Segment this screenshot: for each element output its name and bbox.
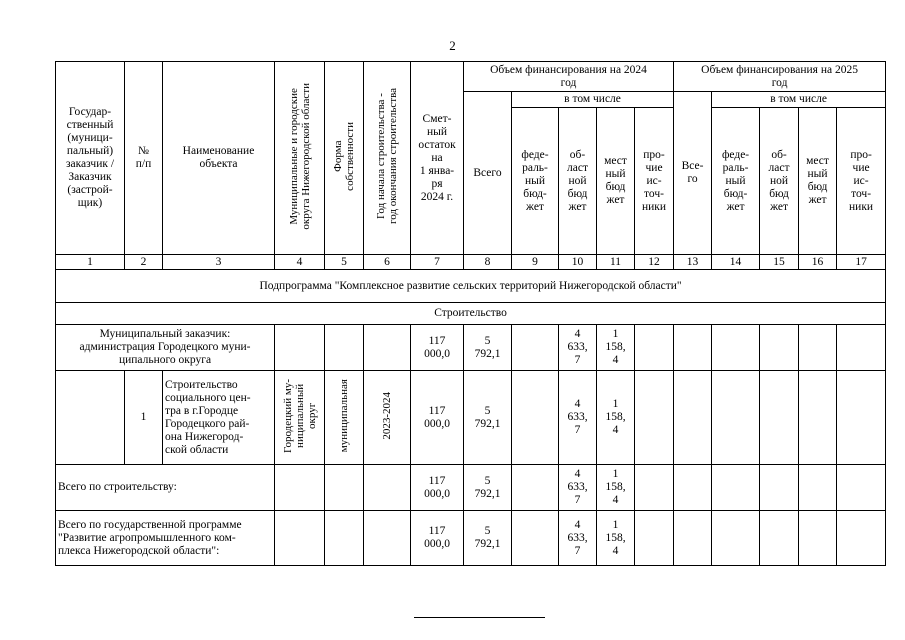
column-number: 17 [837,255,886,270]
local-2024-value: 1 158, 4 [597,371,635,465]
object-municipality-cell [275,371,325,465]
header-funding-2025: Объем финансирования на 2025 год [674,62,886,92]
header-ownership-cell [325,62,364,255]
subprogram-title: Подпрограмма "Комплексное развитие сельских территорий Нижегородской области" [56,270,886,303]
header-remaining: Смет- ный остаток на 1 янва- ря 2024 г. [411,62,464,255]
column-number: 14 [712,255,760,270]
header-federal-2025: феде- раль- ный бюд- жет [712,108,760,255]
header-including-2024: в том числе [512,92,674,108]
object-ownership: муниципальная [338,378,350,453]
column-number: 1 [56,255,125,270]
header-years: Год начала строительства - год окончания строительства [375,88,399,224]
header-municipality-cell [275,62,325,255]
header-regional-2024: об- ласт ной бюд жет [559,108,597,255]
header-total-2024: Всего [464,92,512,255]
header-funding-2024: Объем финансирования на 2024 год [464,62,674,92]
header-object-name: Наименование объекта [163,62,275,255]
header-years-cell [364,62,411,255]
total-2024-value: 5 792,1 [464,511,512,566]
object-ownership-cell [325,371,364,465]
local-2024-value: 1 158, 4 [597,325,635,371]
column-number: 11 [597,255,635,270]
column-number: 3 [163,255,275,270]
remaining-value: 117 000,0 [411,511,464,566]
header-ownership: Форма собственности [332,121,356,191]
total-construction-label: Всего по строительству: [56,465,275,511]
municipal-customer-row [56,325,886,371]
total-program-row [56,511,886,566]
total-construction-row [56,465,886,511]
header-federal-2024: феде- раль- ный бюд- жет [512,108,559,255]
total-2024-value: 5 792,1 [464,371,512,465]
regional-2024-value: 4 633, 7 [559,371,597,465]
column-number: 15 [760,255,799,270]
object-years-cell [364,371,411,465]
local-2024-value: 1 158, 4 [597,511,635,566]
regional-2024-value: 4 633, 7 [559,325,597,371]
funding-table [55,61,886,566]
header-municipality: Муниципальные и городские округа Нижегородской области [287,82,312,230]
regional-2024-value: 4 633, 7 [559,511,597,566]
column-number: 10 [559,255,597,270]
object-number: 1 [125,371,163,465]
total-program-label: Всего по государственной программе "Развитие агропромышленного ком- плекса Нижегородской области": [56,511,275,566]
column-number: 16 [799,255,837,270]
header-other-2024: про- чие ис- точ- ники [635,108,674,255]
column-number: 9 [512,255,559,270]
regional-2024-value: 4 633, 7 [559,465,597,511]
object-years: 2023-2024 [381,391,393,440]
header-including-2025: в том числе [712,92,886,108]
header-number: № п/п [125,62,163,255]
column-number: 12 [635,255,674,270]
column-number: 8 [464,255,512,270]
object-name: Строительство социального цен- тра в г.Городце Городецкого рай- она Нижегород- ской области [163,371,275,465]
object-row [56,371,886,465]
section-title: Строительство [56,303,886,325]
column-number: 4 [275,255,325,270]
page-number: 2 [449,38,456,53]
total-2024-value: 5 792,1 [464,465,512,511]
remaining-value: 117 000,0 [411,371,464,465]
municipal-customer-label: Муниципальный заказчик: администрация Городецкого муни- ципального округа [56,325,275,371]
local-2024-value: 1 158, 4 [597,465,635,511]
column-number: 13 [674,255,712,270]
header-other-2025: про- чие ис- точ- ники [837,108,886,255]
column-numbers-row [56,255,886,270]
column-number: 7 [411,255,464,270]
object-municipality: Городецкий му- ниципальный округ [281,378,318,453]
header-local-2024: мест ный бюд жет [597,108,635,255]
total-2024-value: 5 792,1 [464,325,512,371]
header-total-2025: Все- го [674,92,712,255]
remaining-value: 117 000,0 [411,325,464,371]
column-number: 6 [364,255,411,270]
remaining-value: 117 000,0 [411,465,464,511]
column-number: 5 [325,255,364,270]
header-customer: Государ- ственный (муници- пальный) заказчик / Заказчик (застрой- щик) [56,62,125,255]
header-regional-2025: об- ласт ной бюд жет [760,108,799,255]
column-number: 2 [125,255,163,270]
footer-divider [414,617,545,618]
header-local-2025: мест ный бюд жет [799,108,837,255]
